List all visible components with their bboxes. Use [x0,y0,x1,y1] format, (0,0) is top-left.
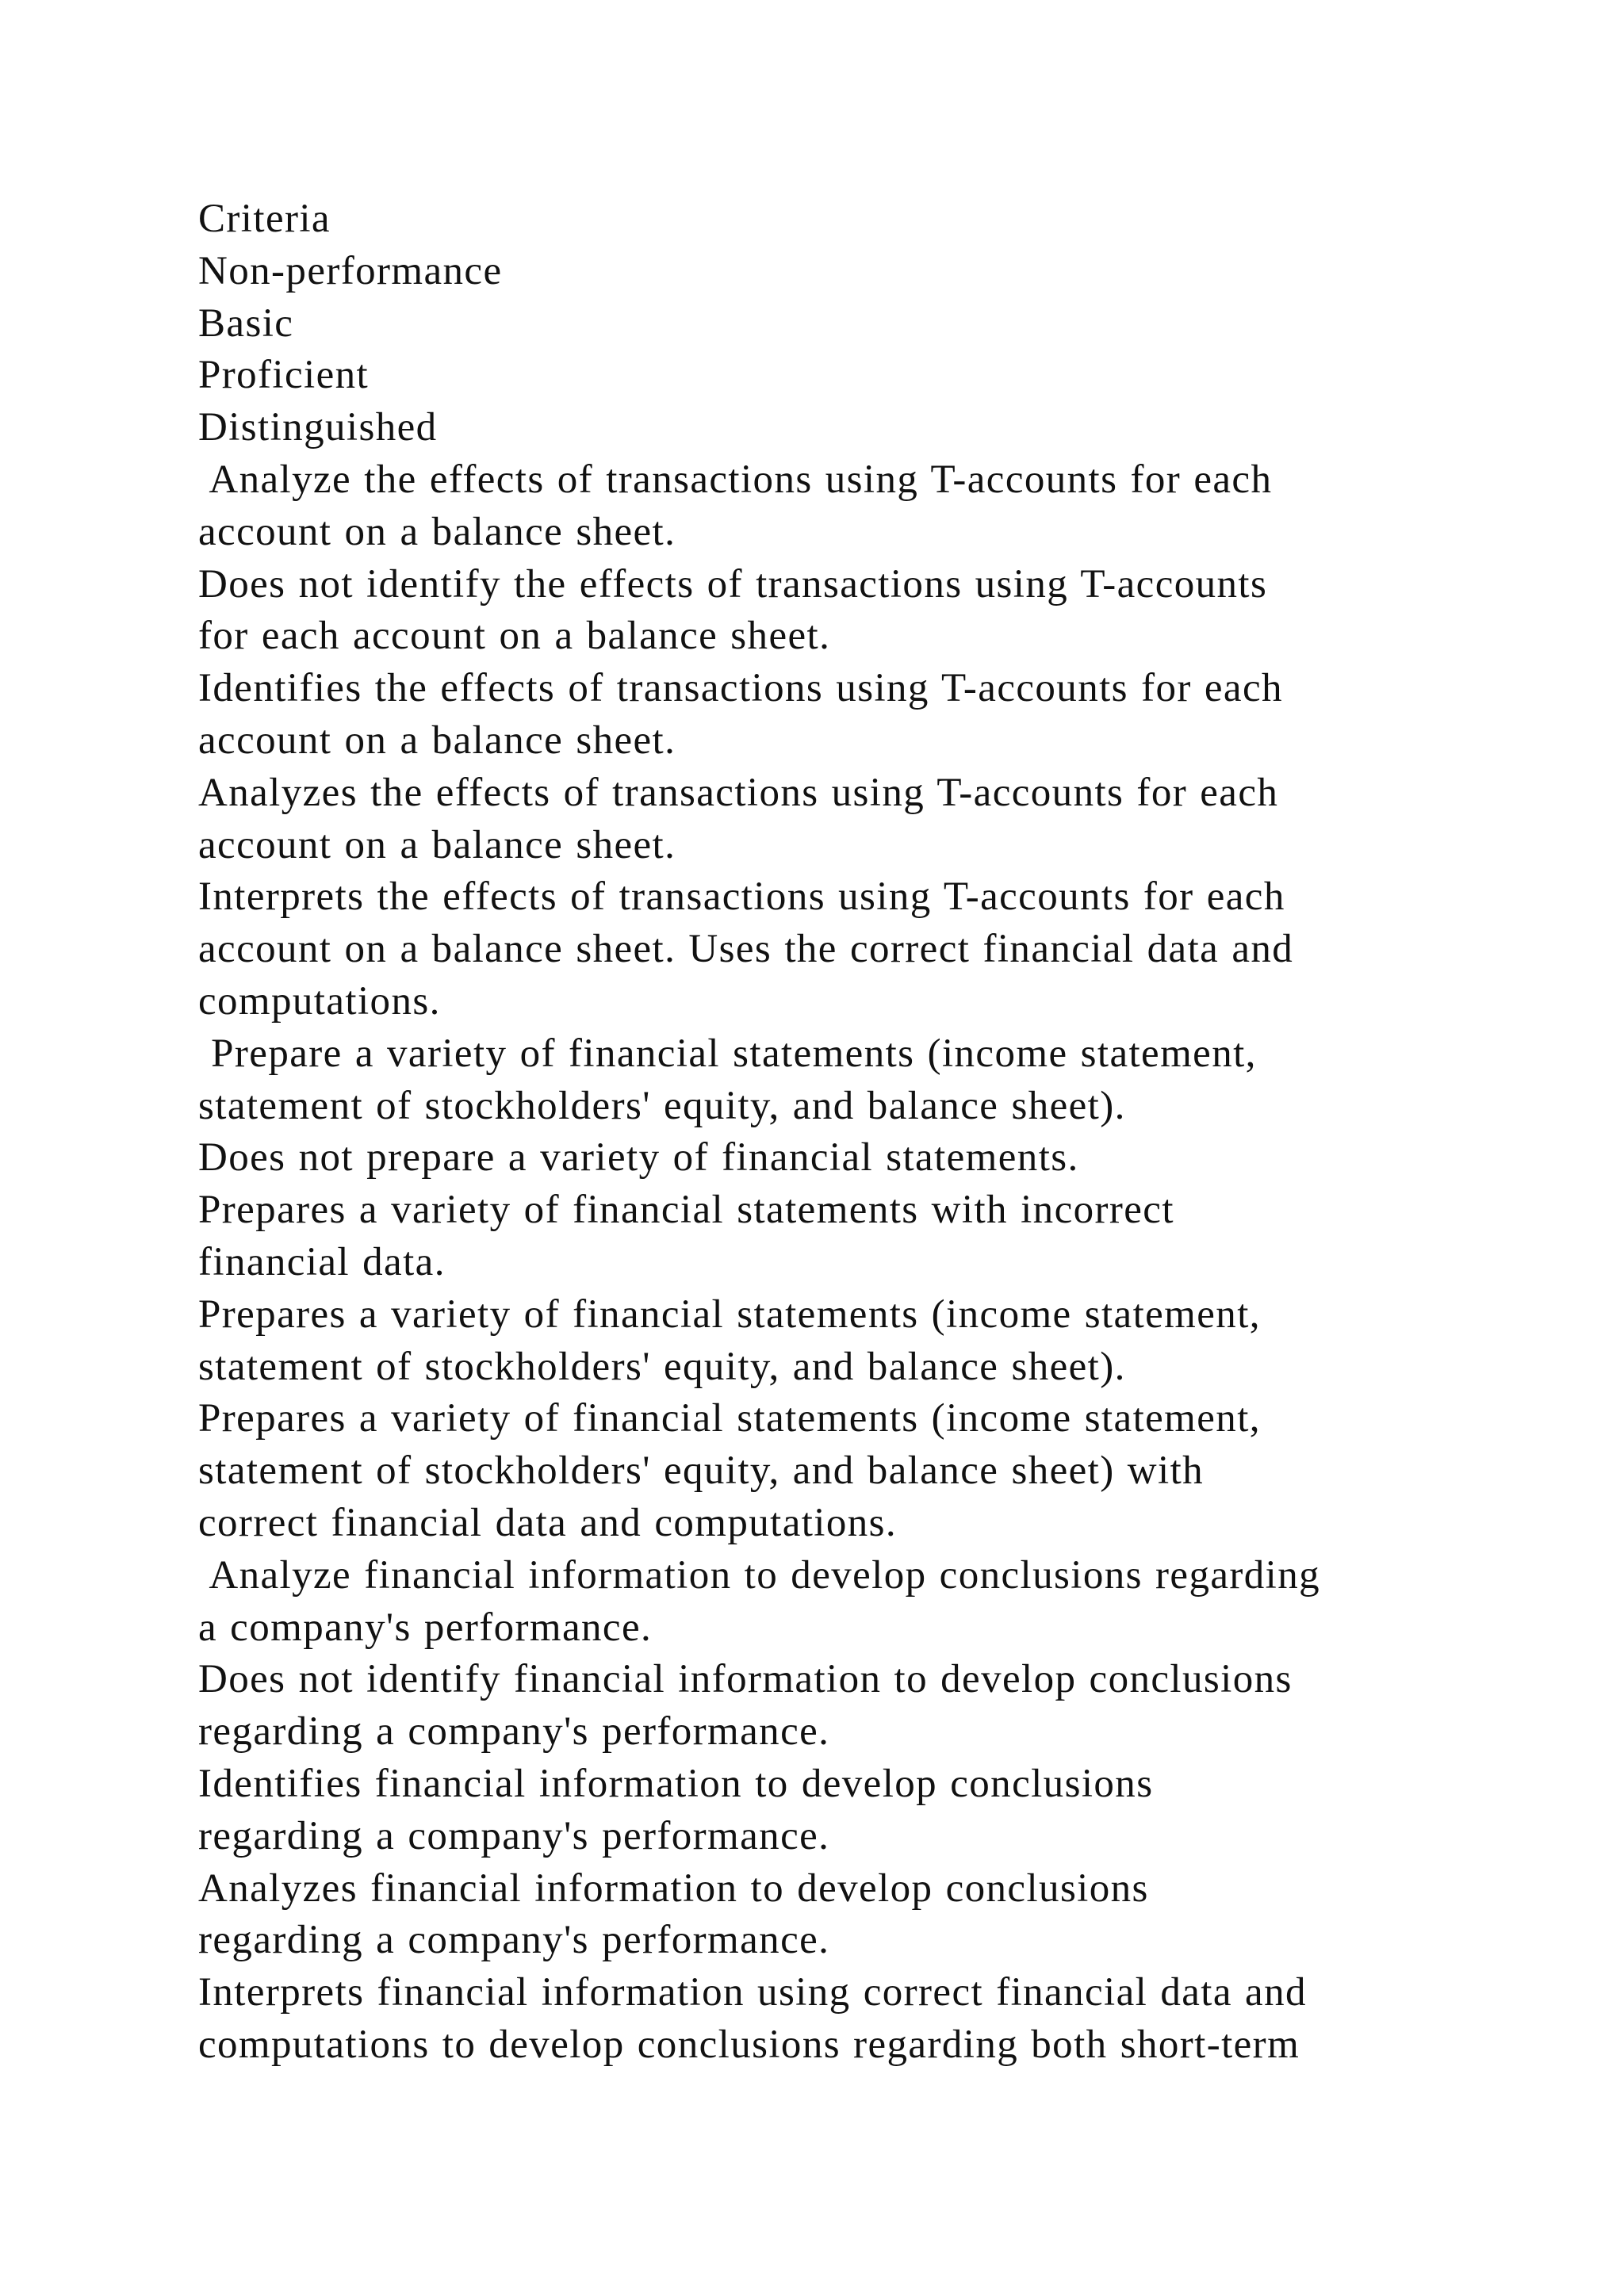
document-text [198,193,1507,2072]
text-line: financial data. [198,1239,446,1284]
text-line: statement of stockholders' equity, and balance sheet). [198,1083,1126,1128]
text-line: regarding a company's performance. [198,1813,830,1858]
text-line: Distinguished [198,405,438,450]
text-line: Proficient [198,353,370,398]
text-line: Interprets the effects of transactions using T-accounts for each [198,874,1285,920]
text-line: for each account on a balance sheet. [198,614,831,659]
text-line: Basic [198,300,294,346]
text-line: account on a balance sheet. [198,509,676,554]
text-line: Identifies the effects of transactions using T-accounts for each [198,666,1283,711]
text-line: account on a balance sheet. [198,718,676,763]
text-line: Does not identify the effects of transactions using T-accounts [198,561,1268,607]
text-line: statement of stockholders' equity, and balance sheet) with [198,1448,1205,1494]
text-line: account on a balance sheet. [198,822,676,867]
text-line: Does not prepare a variety of financial statements. [198,1135,1079,1181]
text-line: account on a balance sheet. Uses the correct financial data and [198,927,1294,972]
text-line: Interprets financial information using correct financial data and [198,1970,1307,2015]
text-line: computations. [198,978,441,1024]
text-line: Analyze financial information to develop conclusions regarding [198,1552,1321,1598]
text-line: Prepare a variety of financial statements (income statement, [198,1031,1257,1076]
text-line: Analyzes the effects of transactions using T-accounts for each [198,770,1279,815]
text-line: Does not identify financial information to develop conclusions [198,1657,1293,1702]
text-line: Analyzes financial information to develop conclusions [198,1866,1149,1911]
text-line: Analyze the effects of transactions using T-accounts for each [198,457,1273,502]
text-line: a company's performance. [198,1605,653,1650]
text-line: Non-performance [198,248,503,293]
text-line: correct financial data and computations. [198,1500,898,1545]
text-line: Criteria [198,197,331,241]
text-line: regarding a company's performance. [198,1918,830,1963]
text-line: computations to develop conclusions regarding both short-term [198,2022,1300,2067]
text-line: Prepares a variety of financial statements (income statement, [198,1292,1261,1337]
text-line: Identifies financial information to develop conclusions [198,1761,1154,1806]
text-line: statement of stockholders' equity, and balance sheet). [198,1344,1126,1389]
text-line: Prepares a variety of financial statements with incorrect [198,1188,1174,1233]
text-line: Prepares a variety of financial statements (income statement, [198,1396,1261,1441]
text-line: regarding a company's performance. [198,1709,830,1755]
